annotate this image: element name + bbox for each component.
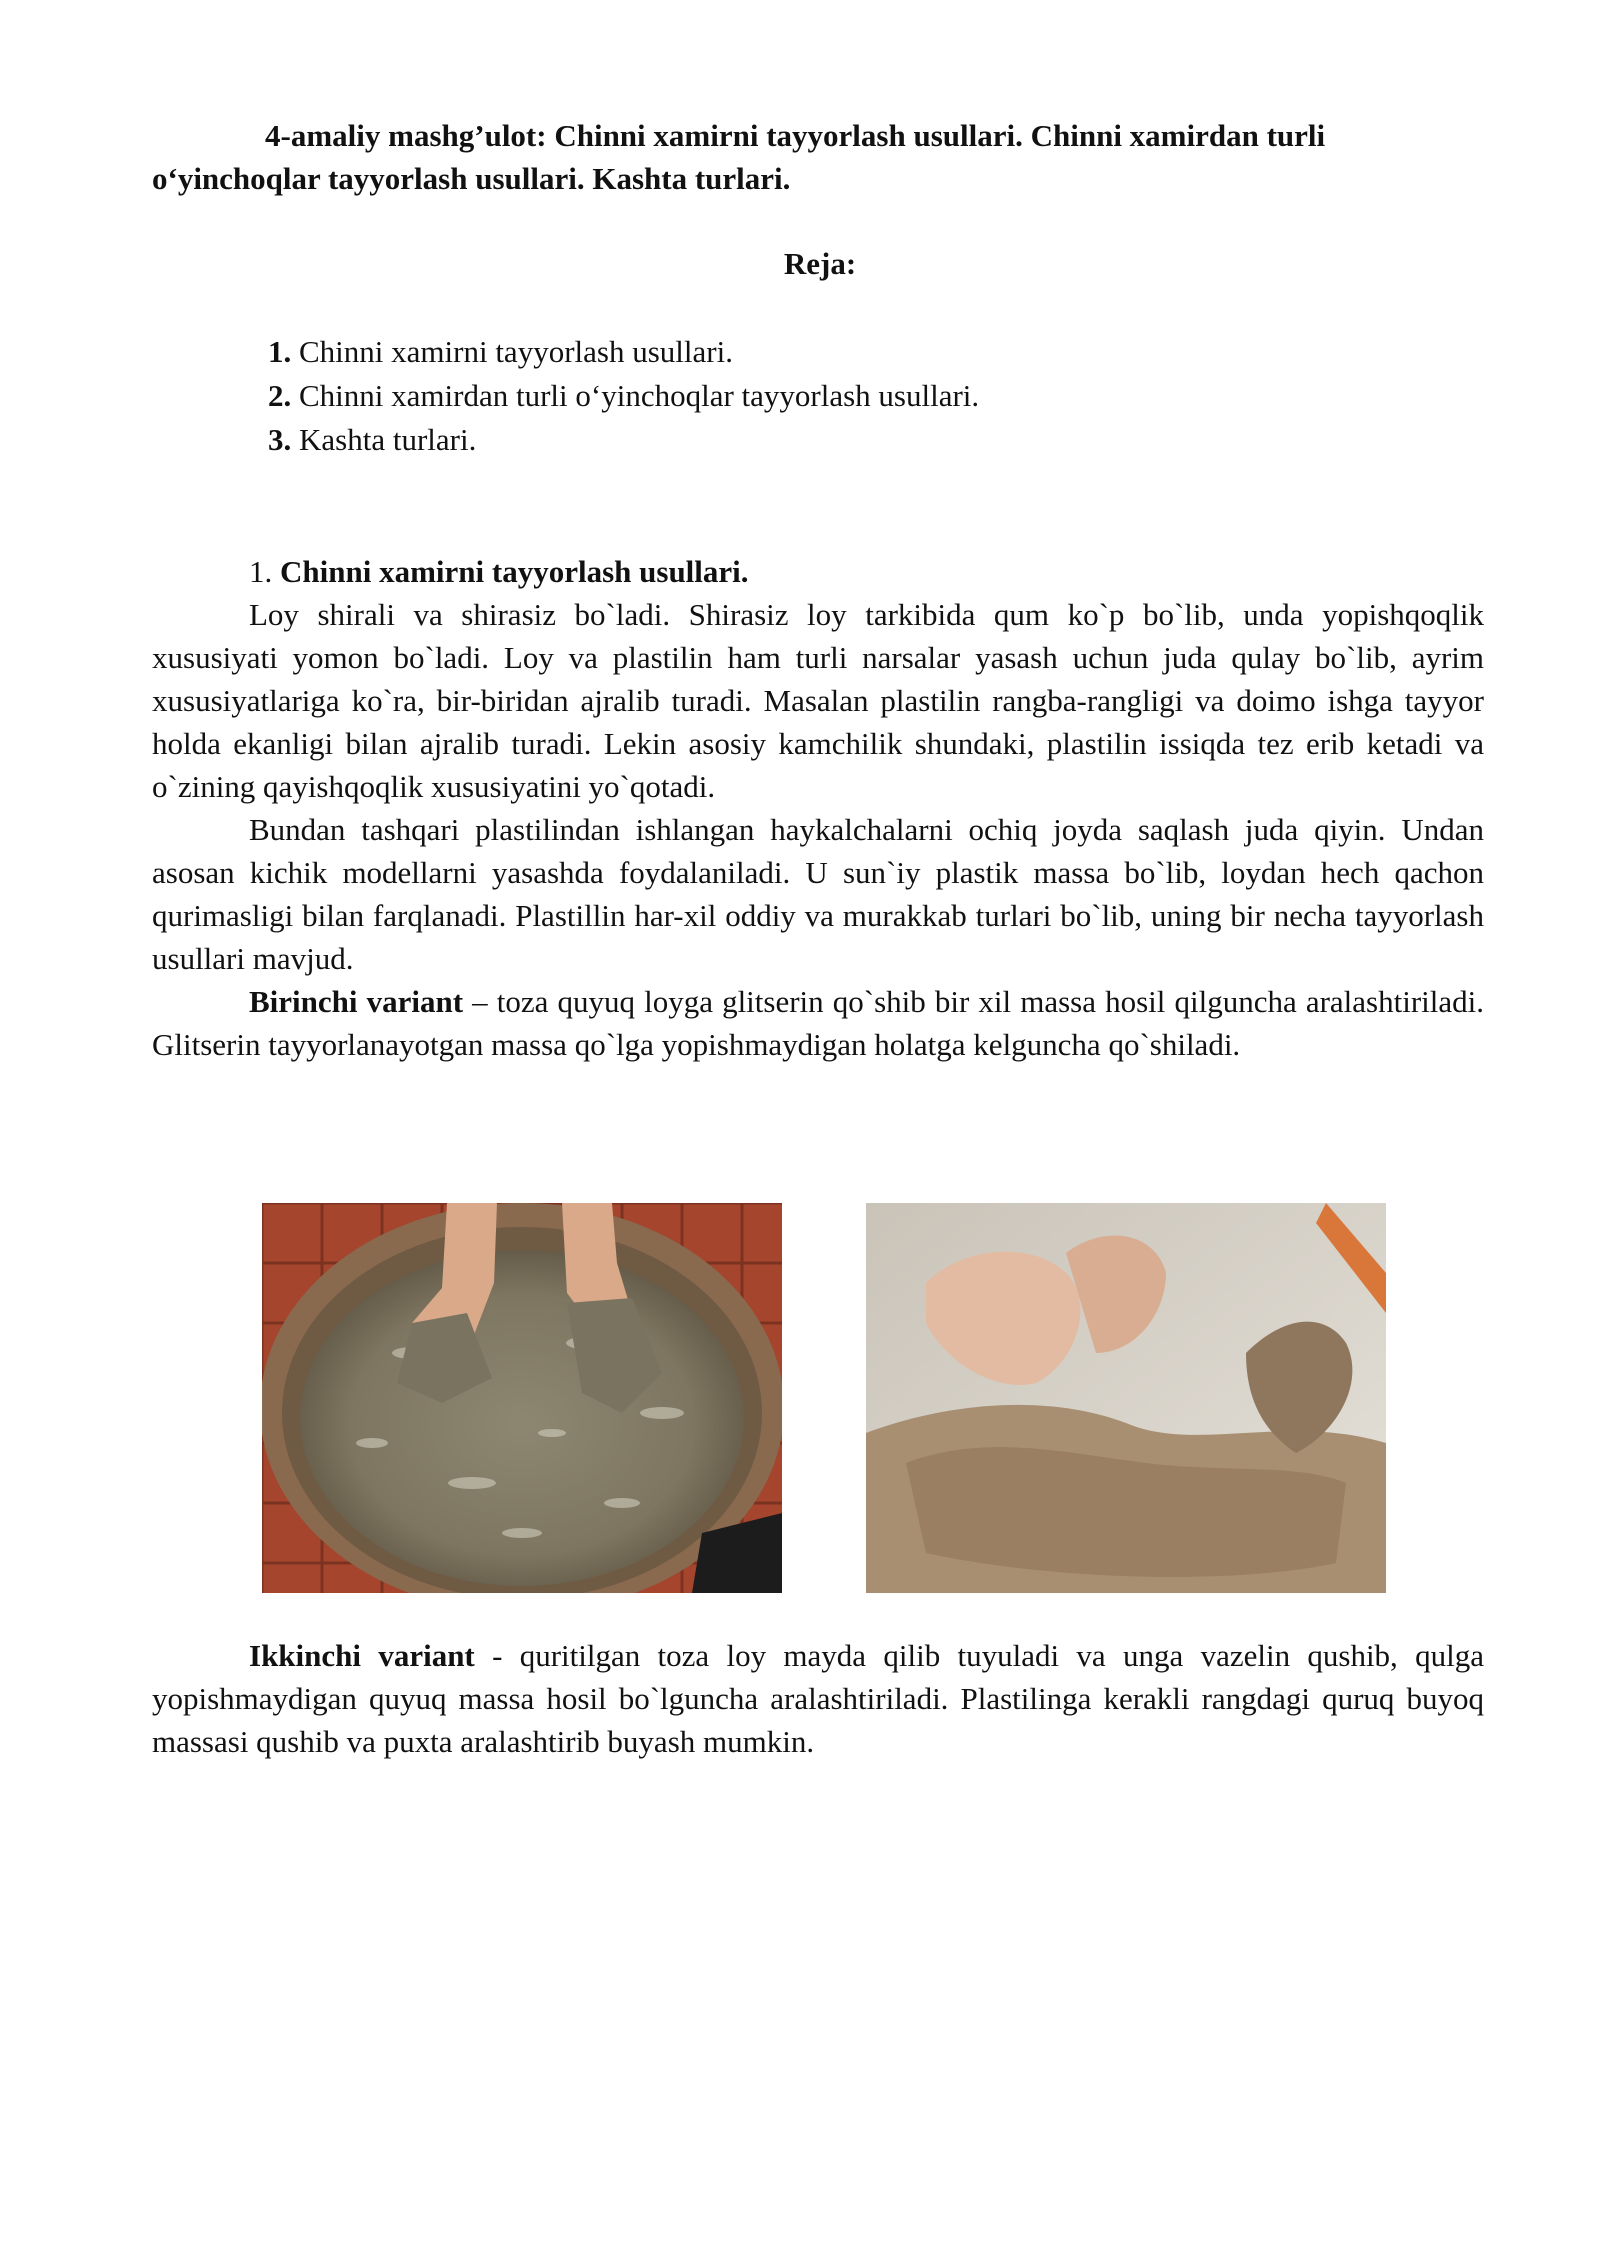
plan-item-number: 2. <box>268 378 292 413</box>
variant-label: Ikkinchi variant <box>249 1638 475 1673</box>
plan-item <box>268 330 979 374</box>
clay-mixing-photo <box>262 1203 782 1593</box>
paragraph <box>152 1634 1484 1763</box>
plan-item <box>268 418 979 462</box>
plan-item <box>268 374 979 418</box>
section-number: 1. <box>249 554 273 589</box>
section-1 <box>152 550 1484 1066</box>
clay-kneading-photo <box>866 1203 1386 1593</box>
variant-text: - quritilgan toza loy mayda qilib tuyuladi va unga vazelin qushib, qulga yopishmaydigan quyuq massa hosil bo`lguncha aralashtiriladi. Plastilinga kerakli rangdagi quruq buyoq massasi qushib va puxta aralashtirib buyash mumkin. <box>152 1638 1484 1759</box>
section-heading <box>152 550 1484 593</box>
plan-item-text: Chinni xamirni tayyorlash usullari. <box>299 334 733 369</box>
paragraph <box>152 980 1484 1066</box>
section-heading-text: Chinni xamirni tayyorlash usullari. <box>280 554 749 589</box>
variant-text: – toza quyuq loyga glitserin qo`shib bir xil massa hosil qilguncha aralashtiriladi. Glitserin tayyorlanayotgan massa qo`lga yopishmaydigan holatga kelguncha qo`shiladi. <box>152 984 1485 1062</box>
plan-list <box>268 330 979 462</box>
variant-label: Birinchi variant <box>249 984 464 1019</box>
paragraph: Loy shirali va shirasiz bo`ladi. Shirasiz loy tarkibida qum ko`p bo`lib, unda yopishqoqlik xususiyati yomon bo`ladi. Loy va plastilin ham turli narsalar yasash uchun juda qulay bo`lib, ayrim xususiyatlariga ko`ra, bir-biridan ajralib turadi. Masalan plastilin rangba-rangligi va doimo ishga tayyor holda ekanligi bilan ajralib turadi. Lekin asosiy kamchilik shundaki, plastilin issiqda tez erib ketadi va o`zining qayishqoqlik xususiyatini yo`qotadi. <box>152 597 1484 804</box>
section-2 <box>152 1634 1484 1763</box>
plan-item-number: 3. <box>268 422 292 457</box>
plan-item-text: Chinni xamirdan turli o‘yinchoqlar tayyorlash usullari. <box>299 378 980 413</box>
paragraph: Bundan tashqari plastilindan ishlangan haykalchalarni ochiq joyda saqlash juda qiyin. Undan asosan kichik modellarni yasashda foydalaniladi. U sun`iy plastik massa bo`lib, loydan hech qachon qurimasligi bilan farqlanadi. Plastillin har-xil oddiy va murakkab turlari bo`lib, uning bir necha tayyorlash usullari mavjud. <box>152 812 1484 976</box>
page-title: 4-amaliy mashg’ulot: Chinni xamirni tayyorlash usullari. Chinni xamirdan turli o‘yinchoqlar tayyorlash usullari. Kashta turlari. <box>152 118 1326 196</box>
plan-heading: Reja: <box>783 246 857 281</box>
plan-item-text: Kashta turlari. <box>299 422 477 457</box>
plan-item-number: 1. <box>268 334 292 369</box>
figure-row <box>262 1203 1386 1593</box>
